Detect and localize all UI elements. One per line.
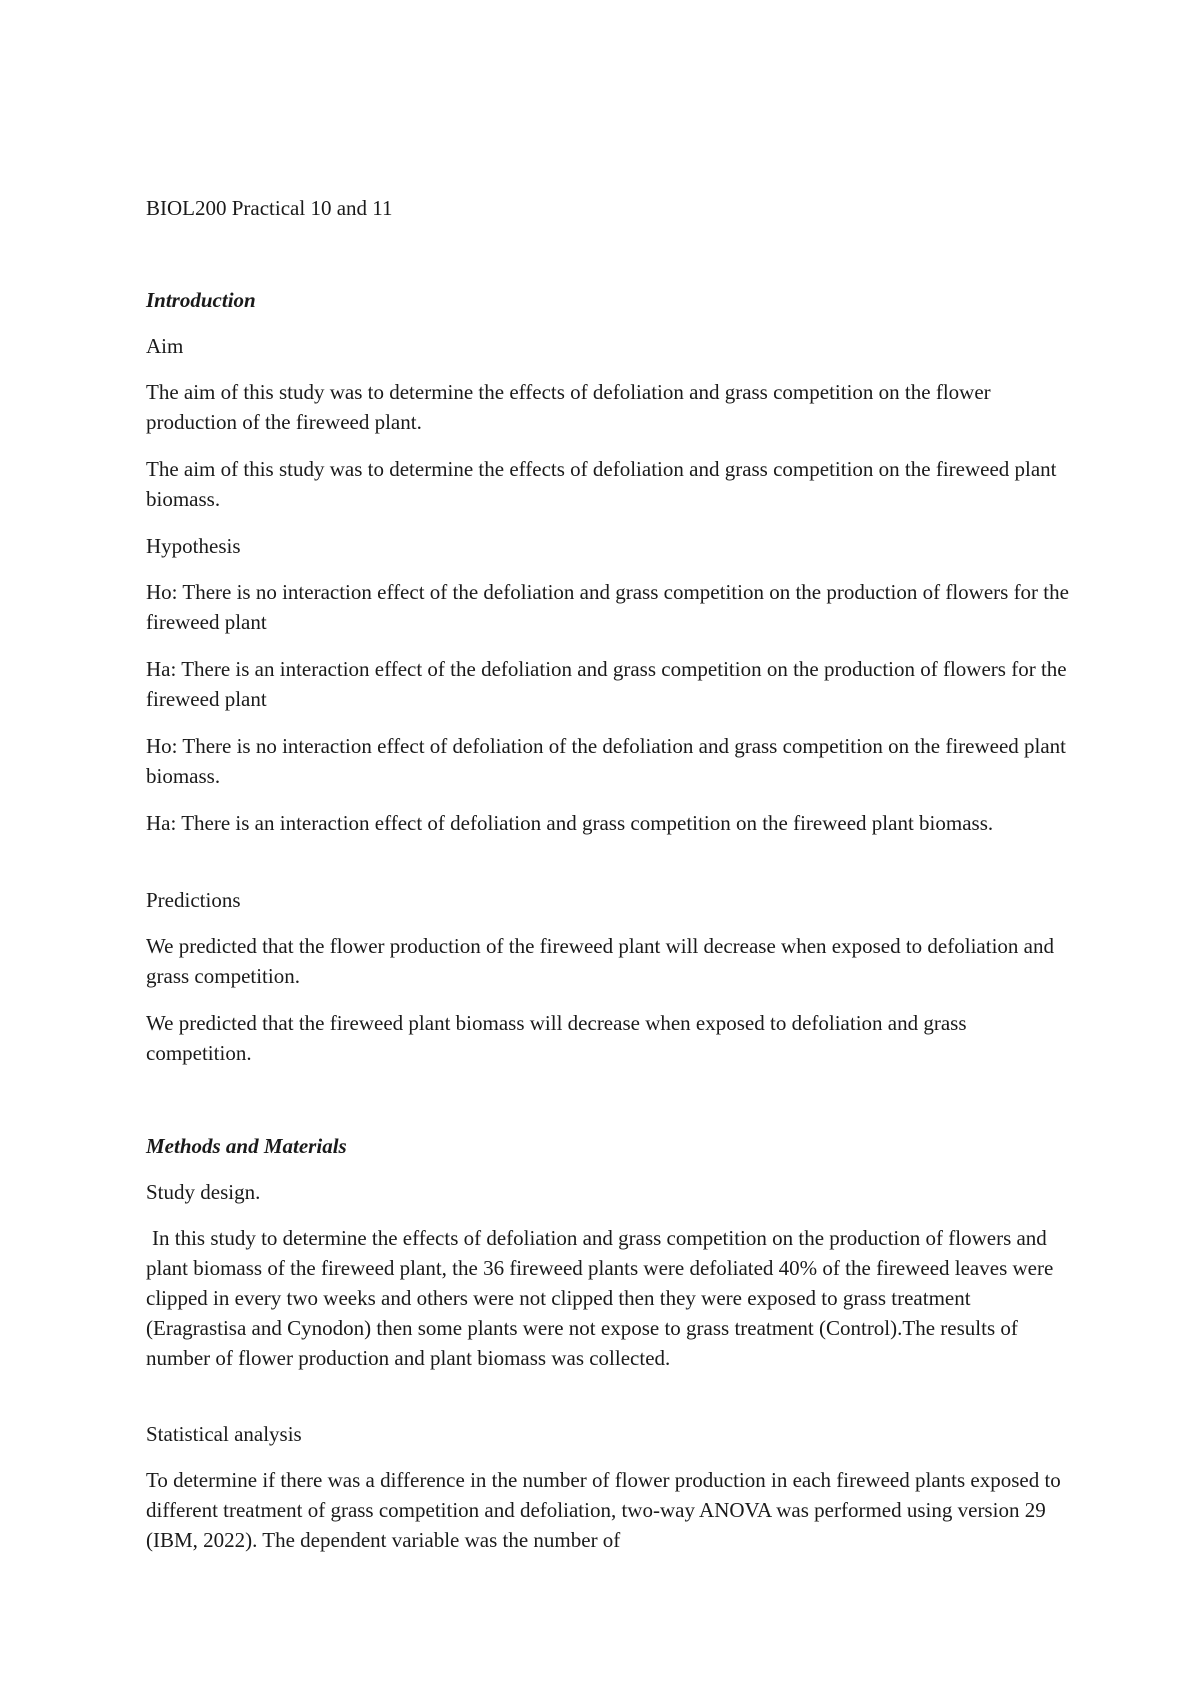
document-title: BIOL200 Practical 10 and 11 bbox=[146, 196, 393, 220]
study-design-label: Study design. bbox=[146, 1180, 261, 1204]
aim-label: Aim bbox=[146, 334, 184, 358]
study-design-paragraph: In this study to determine the effects of defoliation and grass competition on the production of flowers and plant biomass of the fireweed plant, the 36 fireweed plants were defoliated 40% of the fireweed leaves were clipped in every two weeks and others were not clipped then they were exposed to grass treatment (Eragrastisa and Cynodon) then some plants were not expose to grass treatment (Control).The results of number of flower production and plant biomass was collected. bbox=[146, 1226, 1054, 1370]
hypothesis-ha-flowers: Ha: There is an interaction effect of the defoliation and grass competition on the production of flowers for the fireweed plant bbox=[146, 657, 1067, 711]
statistical-analysis-label: Statistical analysis bbox=[146, 1422, 302, 1446]
aim-paragraph-1: The aim of this study was to determine the effects of defoliation and grass competition on the flower production of the fireweed plant. bbox=[146, 380, 991, 434]
predictions-label: Predictions bbox=[146, 888, 241, 912]
hypothesis-ha-biomass: Ha: There is an interaction effect of defoliation and grass competition on the fireweed plant biomass. bbox=[146, 811, 994, 835]
introduction-heading: Introduction bbox=[146, 288, 256, 312]
hypothesis-label: Hypothesis bbox=[146, 534, 241, 558]
hypothesis-ho-flowers: Ho: There is no interaction effect of the defoliation and grass competition on the production of flowers for the fireweed plant bbox=[146, 580, 1069, 634]
statistical-analysis-paragraph: To determine if there was a difference in the number of flower production in each fireweed plants exposed to different treatment of grass competition and defoliation, two-way ANOVA was performed using version 29 (IBM, 2022). The dependent variable was the number of bbox=[146, 1468, 1061, 1552]
methods-heading: Methods and Materials bbox=[146, 1134, 347, 1158]
prediction-flowers: We predicted that the flower production of the fireweed plant will decrease when exposed to defoliation and grass competition. bbox=[146, 934, 1054, 988]
aim-paragraph-2: The aim of this study was to determine the effects of defoliation and grass competition on the fireweed plant biomass. bbox=[146, 457, 1057, 511]
prediction-biomass: We predicted that the fireweed plant biomass will decrease when exposed to defoliation and grass competition. bbox=[146, 1011, 967, 1065]
hypothesis-ho-biomass: Ho: There is no interaction effect of defoliation of the defoliation and grass competition on the fireweed plant biomass. bbox=[146, 734, 1067, 788]
